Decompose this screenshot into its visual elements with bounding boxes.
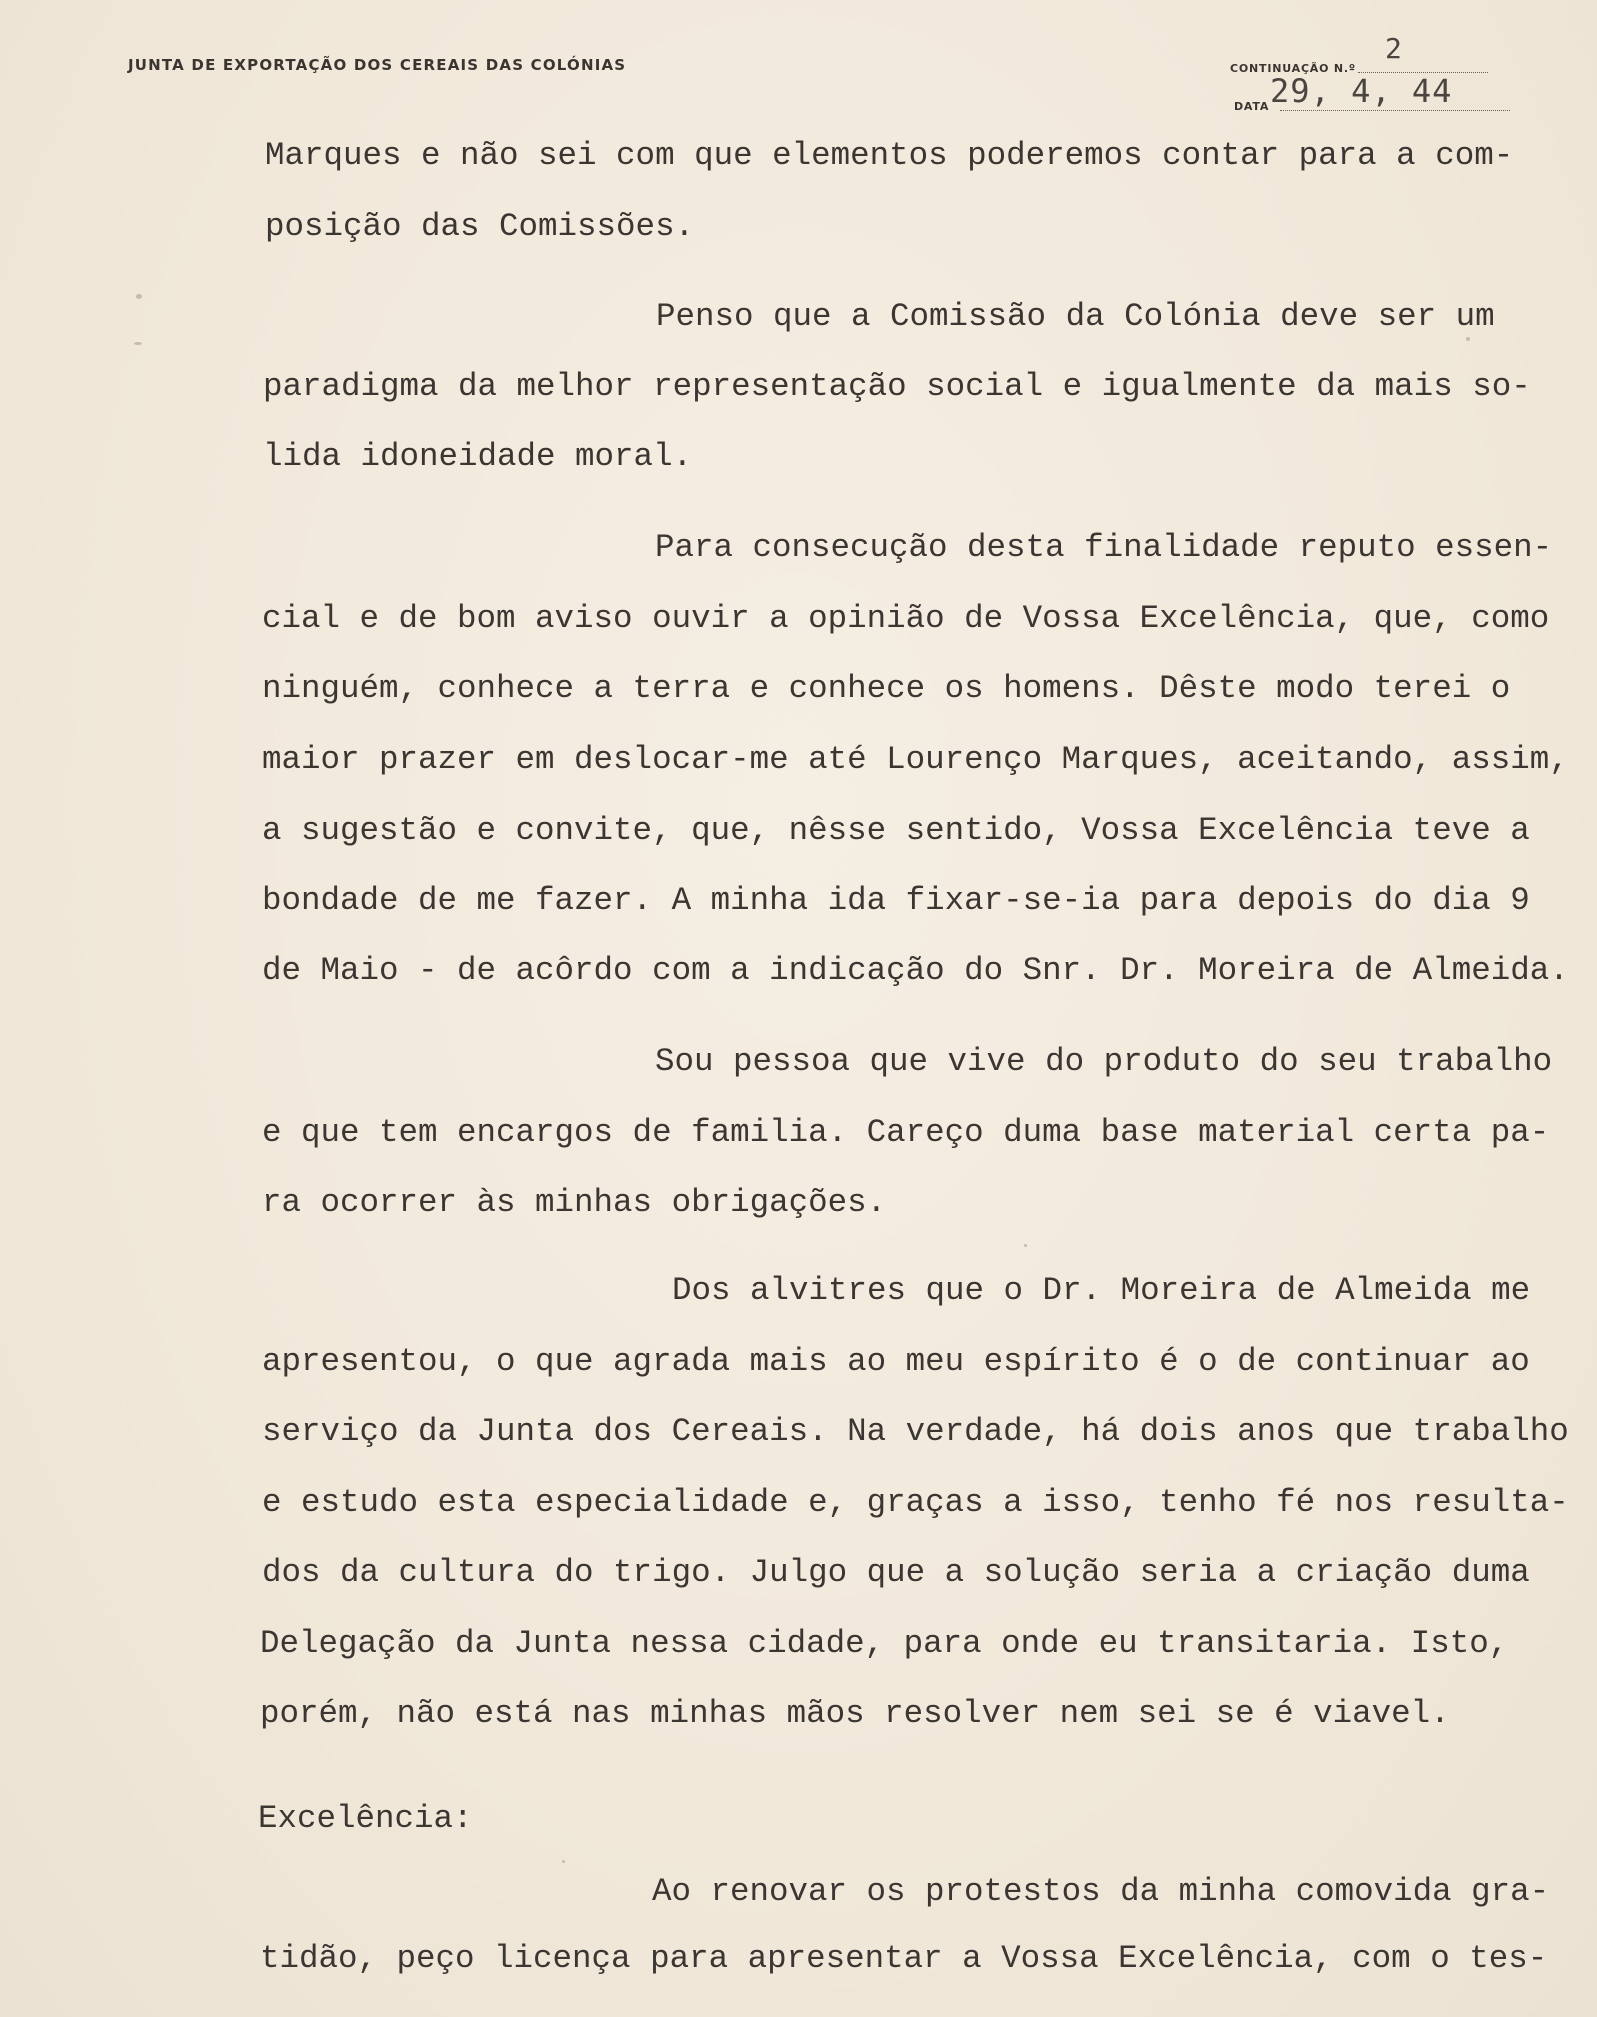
body-line: de Maio - de acôrdo com a indicação do Snr. Dr. Moreira de Almeida. (262, 952, 1569, 989)
body-line: ra ocorrer às minhas obrigações. (262, 1184, 887, 1221)
body-line: tidão, peço licença para apresentar a Vossa Excelência, com o tes- (260, 1940, 1548, 1977)
body-line: serviço da Junta dos Cereais. Na verdade, há dois anos que trabalho (262, 1413, 1569, 1450)
body-line: paradigma da melhor representação social e igualmente da mais so- (263, 368, 1531, 405)
body-line: Ao renovar os protestos da minha comovida gra- (652, 1873, 1550, 1910)
body-line: dos da cultura do trigo. Julgo que a solução seria a criação duma (262, 1554, 1530, 1591)
body-line: Para consecução desta finalidade reputo essen- (655, 529, 1553, 566)
body-line: Dos alvitres que o Dr. Moreira de Almeida me (672, 1272, 1531, 1309)
body-line: apresentou, o que agrada mais ao meu espírito é o de continuar ao (262, 1343, 1530, 1380)
continuation-number: 2 (1385, 32, 1402, 65)
paper-speck (562, 1860, 565, 1863)
body-line: porém, não está nas minhas mãos resolver nem sei se é viavel. (260, 1695, 1450, 1732)
body-line: ninguém, conhece a terra e conhece os homens. Dêste modo terei o (262, 670, 1511, 707)
paper-speck (136, 294, 142, 299)
body-line: e que tem encargos de familia. Careço duma base material certa pa- (262, 1114, 1550, 1151)
paper-speck (1466, 337, 1470, 341)
body-line: e estudo esta especialidade e, graças a isso, tenho fé nos resulta- (262, 1484, 1569, 1521)
body-line: posição das Comissões. (265, 208, 695, 245)
body-line: a sugestão e convite, que, nêsse sentido, Vossa Excelência teve a (262, 812, 1530, 849)
salutation: Excelência: (258, 1800, 473, 1837)
body-line: Marques e não sei com que elementos poderemos contar para a com- (265, 137, 1514, 174)
body-line: cial e de bom aviso ouvir a opinião de Vossa Excelência, que, como (262, 600, 1550, 637)
body-line: lida idoneidade moral. (263, 438, 693, 475)
date-value: 29, 4, 44 (1270, 72, 1453, 110)
body-line: Penso que a Comissão da Colónia deve ser um (656, 298, 1495, 335)
body-line: Sou pessoa que vive do produto do seu trabalho (655, 1043, 1553, 1080)
body-line: maior prazer em deslocar-me até Lourenço Marques, aceitando, assim, (262, 741, 1569, 778)
paper-speck (1024, 1244, 1027, 1247)
body-line: bondade de me fazer. A minha ida fixar-se-ia para depois do dia 9 (262, 882, 1530, 919)
letterhead-organization: JUNTA DE EXPORTAÇÃO DOS CEREAIS DAS COLÓNIAS (128, 56, 627, 74)
body-line: Delegação da Junta nessa cidade, para onde eu transitaria. Isto, (260, 1625, 1509, 1662)
paper-speck (134, 342, 142, 345)
date-label: DATA (1234, 100, 1270, 113)
continuation-label: CONTINUAÇÃO N.º (1230, 62, 1356, 75)
